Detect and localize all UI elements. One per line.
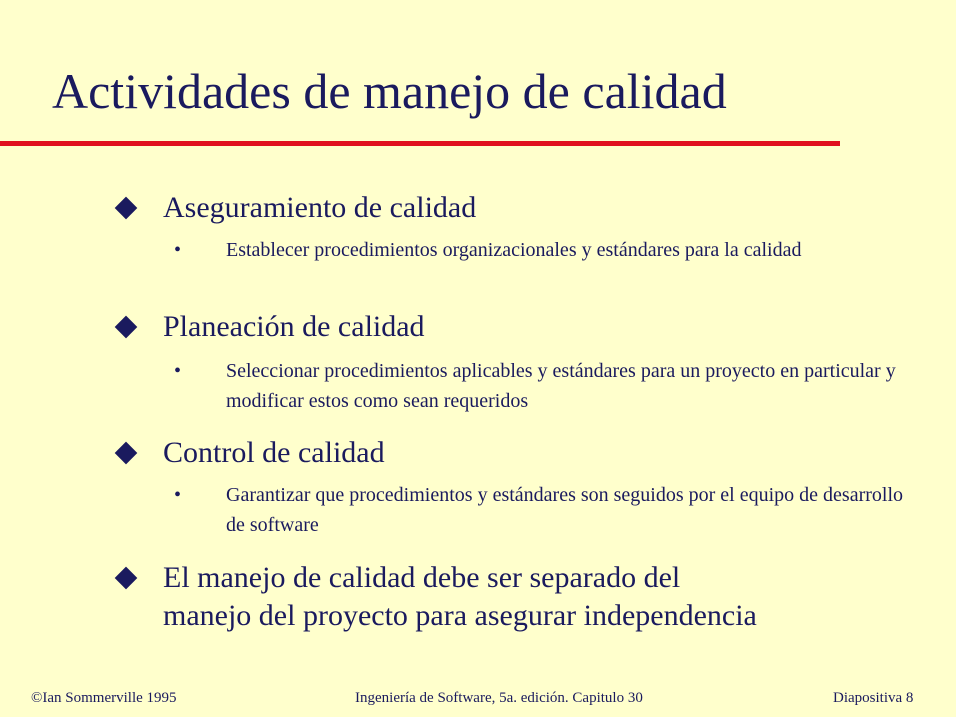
diamond-bullet-icon xyxy=(114,566,139,591)
footer-copyright: ©Ian Sommerville 1995 xyxy=(31,690,177,706)
bullet-item xyxy=(114,434,385,472)
bullet-heading-line-2: manejo del proyecto para asegurar independencia xyxy=(163,599,757,632)
dot-bullet: • xyxy=(174,239,182,261)
sub-bullet-item xyxy=(174,480,926,540)
sub-bullet-text: Seleccionar procedimientos aplicables y estándares para un proyecto en particular y modificar estos como sean requeridos xyxy=(226,360,896,412)
slide-title: Actividades de manejo de calidad xyxy=(52,63,727,119)
bullet-heading-line-1: El manejo de calidad debe ser separado del xyxy=(163,561,681,594)
diamond-bullet-icon xyxy=(114,196,139,221)
bullet-item xyxy=(114,189,476,227)
dot-bullet: • xyxy=(174,484,182,506)
bullet-heading: Aseguramiento de calidad xyxy=(163,191,477,224)
bullet-item xyxy=(114,308,425,346)
bullet-heading: Control de calidad xyxy=(163,436,385,469)
diamond-bullet-icon xyxy=(114,441,139,466)
diamond-bullet-icon xyxy=(114,315,139,340)
bullet-heading: Planeación de calidad xyxy=(163,310,425,343)
sub-bullet-item xyxy=(174,356,926,416)
footer-book-title: Ingeniería de Software, 5a. edición. Capitulo 30 xyxy=(355,690,643,706)
sub-bullet-text: Garantizar que procedimientos y estándares son seguidos por el equipo de desarrollo de software xyxy=(226,484,904,536)
sub-bullet-text: Establecer procedimientos organizacionales y estándares para la calidad xyxy=(226,239,802,261)
footer-slide-number: Diapositiva 8 xyxy=(833,690,914,706)
bullet-heading xyxy=(163,559,757,635)
sub-bullet-item xyxy=(174,235,926,265)
bullet-item xyxy=(114,559,757,635)
title-underline xyxy=(0,141,840,146)
dot-bullet: • xyxy=(174,360,182,382)
